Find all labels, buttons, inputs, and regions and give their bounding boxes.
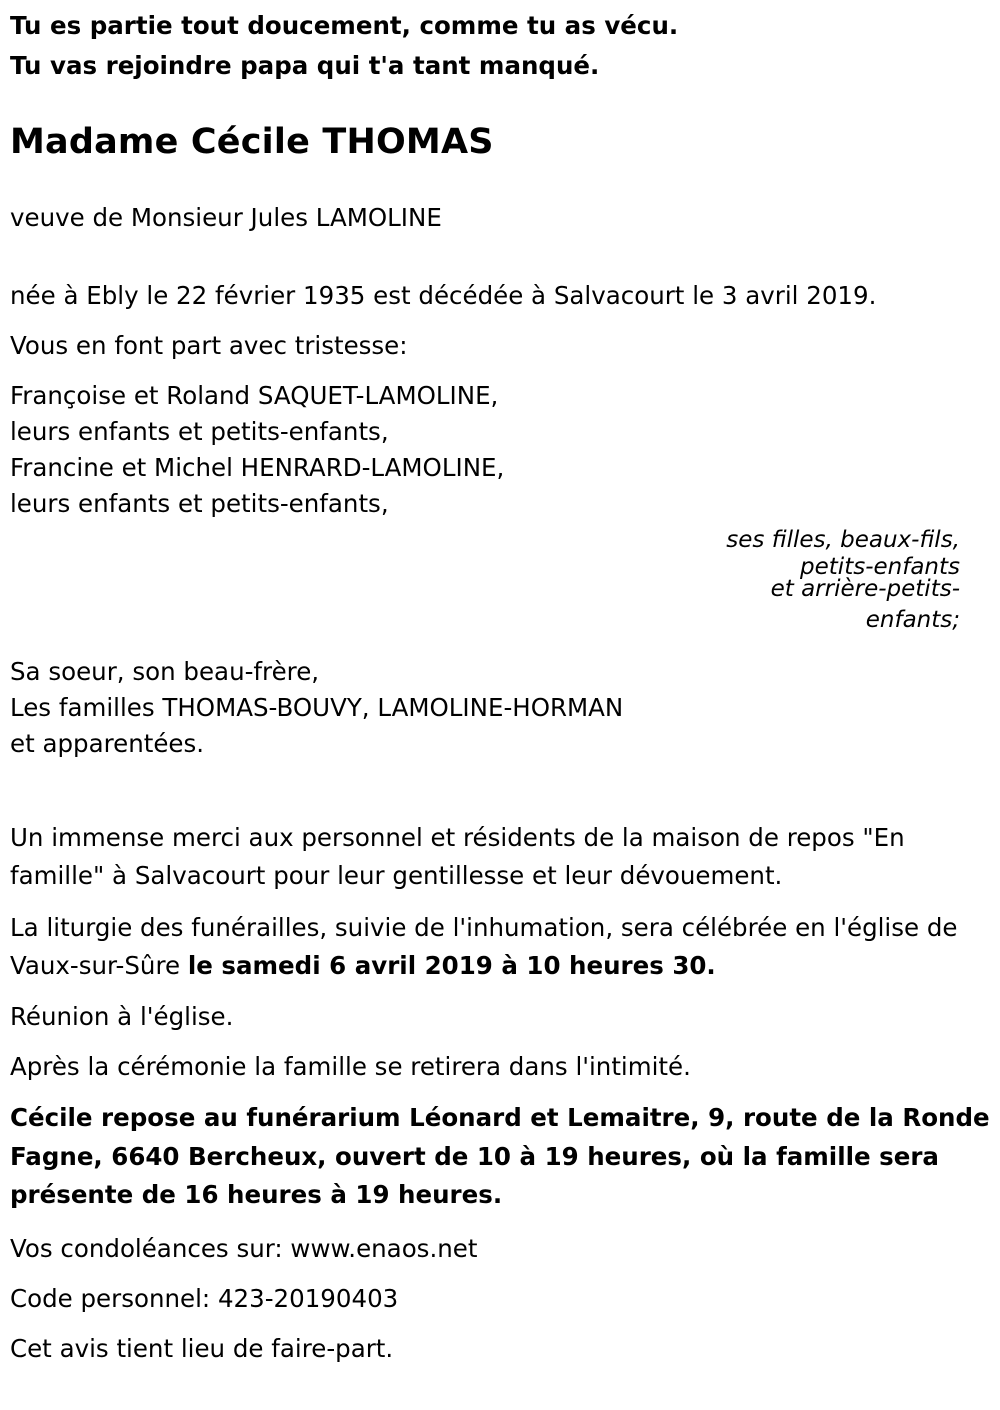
- after-ceremony-line: Après la cérémonie la famille se retirera dans l'intimité.: [10, 1052, 691, 1081]
- family-line: leurs enfants et petits-enfants,: [10, 489, 389, 518]
- epitaph-line-1: Tu es partie tout doucement, comme tu as vécu.: [10, 11, 679, 40]
- sibling-line: Les familles THOMAS-BOUVY, LAMOLINE-HORMAN: [10, 693, 624, 722]
- relations-line: petits-enfants: [800, 554, 960, 580]
- liturgy-datetime-text: le samedi 6 avril 2019 à 10 heures 30.: [187, 951, 716, 980]
- condolences-line: Vos condoléances sur: www.enaos.net: [10, 1233, 478, 1263]
- family-line: Francine et Michel HENRARD-LAMOLINE,: [10, 453, 505, 482]
- personal-code-line: Code personnel: 423-20190403: [10, 1283, 399, 1313]
- sibling-line: Sa soeur, son beau-frère,: [10, 657, 320, 686]
- sibling-families-block: [10, 654, 990, 762]
- reunion-line: Réunion à l'église.: [10, 1002, 234, 1031]
- deceased-name: Madame Cécile THOMAS: [10, 122, 494, 162]
- faire-part-notice-line: Cet avis tient lieu de faire-part.: [10, 1333, 394, 1363]
- epitaph-block: [10, 0, 990, 84]
- relations-block: [10, 527, 990, 634]
- relations-line: enfants;: [865, 607, 960, 633]
- thanks-paragraph: Un immense merci aux personnel et résidents de la maison de repos "En famille" à Salvacourt pour leur gentillesse et leur dévouement.: [10, 823, 905, 890]
- announcement-intro: Vous en font part avec tristesse:: [10, 331, 408, 360]
- widow-of-line: veuve de Monsieur Jules LAMOLINE: [10, 203, 442, 232]
- birth-death-line: née à Ebly le 22 février 1935 est décédée à Salvacourt le 3 avril 2019.: [10, 281, 877, 310]
- funeral-home-paragraph: Cécile repose au funérarium Léonard et Lemaitre, 9, route de la Ronde Fagne, 6640 Bercheux, ouvert de 10 à 19 heures, où la famille sera présente de 16 heures à 19 heures.: [10, 1103, 990, 1209]
- family-names-block: [10, 378, 990, 522]
- sibling-line: et apparentées.: [10, 729, 205, 758]
- epitaph-line-2: Tu vas rejoindre papa qui t'a tant manqué.: [10, 51, 600, 80]
- relations-line: et arrière-petits-: [770, 576, 960, 602]
- family-line: Françoise et Roland SAQUET-LAMOLINE,: [10, 381, 499, 410]
- liturgy-paragraph: [10, 909, 990, 985]
- liturgy-prefix-text: La liturgie des funérailles, suivie de l'inhumation, sera célébrée en l'église de Vaux-sur-Sûre: [10, 913, 958, 980]
- family-line: leurs enfants et petits-enfants,: [10, 417, 389, 446]
- relations-line: ses filles, beaux-fils,: [726, 527, 960, 553]
